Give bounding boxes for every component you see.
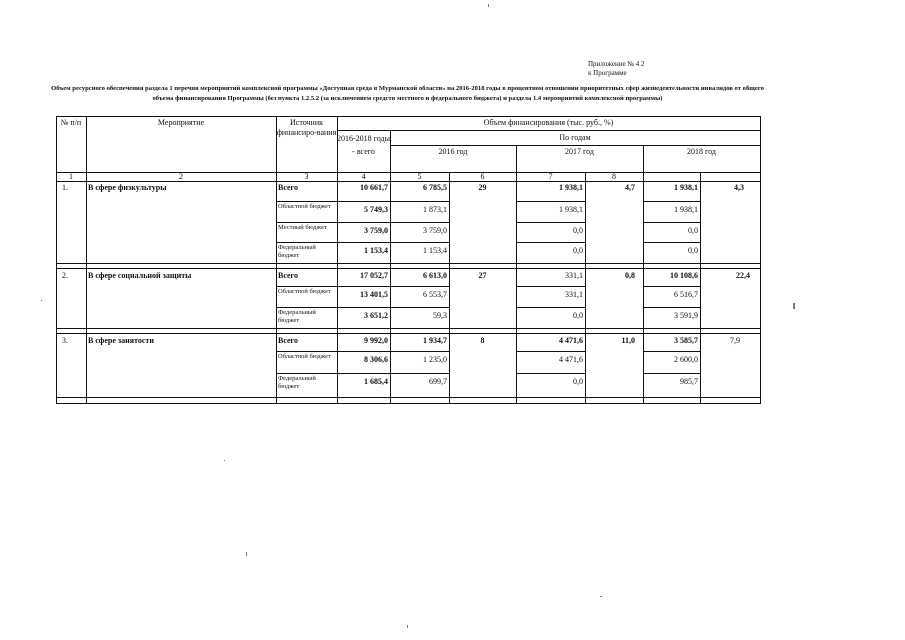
appendix-label: Приложение № 4 2: [588, 60, 645, 68]
row-line: [643, 222, 700, 223]
percent-2016: 8: [480, 336, 485, 345]
source-label: Всего: [278, 271, 298, 280]
source-label: Областной бюджет: [278, 203, 331, 210]
value-2017: 331,1: [565, 290, 583, 299]
col-divider-2: [276, 116, 277, 404]
row-line: [516, 351, 585, 352]
header-source: Источник финансиро-вания: [276, 118, 337, 137]
value-2017: 4 471,6: [559, 336, 583, 345]
scan-speck: [793, 303, 795, 309]
value-2018: 1 938,1: [674, 183, 698, 192]
colnum-7: 7: [548, 172, 553, 181]
header-line-total: [390, 145, 760, 146]
row-line: [276, 286, 390, 287]
section-number: 2.: [62, 271, 68, 280]
total-value: 5 749,3: [364, 205, 388, 214]
header-event: Мероприятие: [157, 118, 205, 127]
row-line: [276, 307, 390, 308]
total-value: 13 401,5: [360, 290, 388, 299]
value-2016: 59,3: [433, 311, 447, 320]
col-divider-9: [700, 172, 701, 404]
value-2017: 0,0: [573, 246, 583, 255]
section-separator: [56, 263, 760, 264]
row-line: [390, 222, 449, 223]
section-separator: [56, 328, 760, 329]
colnum-2: 2: [179, 172, 183, 181]
scan-speck: [488, 4, 489, 7]
row-line: [643, 373, 700, 374]
source-label: Всего: [278, 336, 298, 345]
value-2016: 699,7: [429, 377, 447, 386]
value-2017: 1 938,1: [559, 183, 583, 192]
row-line: [390, 351, 449, 352]
value-2016: 1 873,1: [423, 205, 447, 214]
header-volume: Объем финансирования (тыс. руб., %): [483, 118, 614, 127]
source-label: Областной бюджет: [278, 353, 331, 360]
value-2016: 6 785,5: [423, 183, 447, 192]
value-2018: 6 516,7: [674, 290, 698, 299]
row-line: [643, 351, 700, 352]
value-2018: 10 108,6: [670, 271, 698, 280]
document-title: Объем ресурсного обеспечения раздела 1 перечня мероприятий комплексной программы «Доступная среда в Мурманской области» на 2016-2018 годы в процентном отношении приоритетных сфер жизнедеятельности инвалидов от общего объема финансирования Программы (без пункта 1.2.5.2 (за исключением средств местного и федерального бюджета) и раздела 1.4 мероприятий комплексной программы): [51, 85, 764, 102]
row-line: [276, 351, 390, 352]
total-value: 10 661,7: [360, 183, 388, 192]
header-2018: 2018 год: [687, 147, 716, 156]
colnum-6: 6: [480, 172, 485, 181]
section-number: 1.: [62, 183, 68, 192]
value-2017: 331,1: [565, 271, 583, 280]
value-2016: 3 759,0: [423, 226, 447, 235]
percent-2018: 7,9: [730, 336, 740, 345]
colnum-4: 4: [361, 172, 366, 181]
total-value: 9 992,0: [364, 336, 388, 345]
value-2018: 1 938,1: [674, 205, 698, 214]
row-line: [276, 222, 390, 223]
row-line: [390, 201, 449, 202]
percent-2018: 22,4: [736, 271, 750, 280]
source-label: Федеральный бюджет: [278, 375, 316, 390]
percent-2017: 11,0: [621, 336, 635, 345]
value-2017: 1 938,1: [559, 205, 583, 214]
row-line: [390, 307, 449, 308]
section-separator: [56, 268, 760, 269]
section-separator: [56, 333, 760, 334]
source-label: Областной бюджет: [278, 288, 331, 295]
scan-speck: [600, 596, 602, 597]
header-2016: 2016 год: [438, 147, 468, 156]
row-line: [516, 201, 585, 202]
total-value: 3 759,0: [364, 226, 388, 235]
value-2018: 3 591,9: [674, 311, 698, 320]
row-line: [516, 222, 585, 223]
source-label: Федеральный бюджет: [278, 309, 316, 324]
value-2016: 1 153,4: [423, 246, 447, 255]
col-divider-1: [86, 116, 87, 404]
header-by-years: По годам: [559, 133, 591, 142]
col-divider-5: [449, 172, 450, 404]
header-line-years: [337, 130, 760, 131]
header-num: № п/п: [60, 118, 82, 127]
row-line: [390, 286, 449, 287]
header-total-period: 2016-2018 годы - всего: [337, 134, 390, 156]
percent-2017: 0,8: [625, 271, 635, 280]
section-name: В сфере занятости: [88, 336, 154, 345]
row-line: [390, 373, 449, 374]
scan-speck: [41, 300, 42, 301]
value-2016: 6 553,7: [423, 290, 447, 299]
table-border-right: [760, 116, 761, 404]
row-line: [276, 201, 390, 202]
percent-2016: 29: [478, 183, 487, 192]
row-line: [516, 286, 585, 287]
row-line: [643, 307, 700, 308]
table-border-bottom: [56, 403, 760, 404]
value-2018: 3 585,7: [674, 336, 698, 345]
value-2018: 2 600,0: [674, 355, 698, 364]
row-line: [390, 242, 449, 243]
colnum-5: 5: [417, 172, 422, 181]
row-line: [516, 373, 585, 374]
total-value: 17 052,7: [360, 271, 388, 280]
col-divider-7: [585, 172, 586, 404]
value-2017: 0,0: [573, 377, 583, 386]
colnum-8: 8: [612, 172, 616, 181]
value-2016: 6 613,0: [423, 271, 447, 280]
colnum-1: 1: [69, 172, 73, 181]
total-value: 3 651,2: [364, 311, 388, 320]
percent-2016: 27: [478, 271, 487, 280]
value-2016: 1 934,7: [423, 336, 447, 345]
value-2016: 1 235,0: [423, 355, 447, 364]
row-line: [276, 242, 390, 243]
total-value: 8 306,6: [364, 355, 388, 364]
total-value: 1 153,4: [364, 246, 388, 255]
value-2017: 0,0: [573, 311, 583, 320]
source-label: Местный бюджет: [278, 224, 327, 231]
scan-speck: [224, 460, 225, 461]
row-line: [643, 201, 700, 202]
percent-2017: 4,7: [625, 183, 635, 192]
colnum-3: 3: [304, 172, 309, 181]
value-2017: 4 471,6: [559, 355, 583, 364]
value-2018: 0,0: [688, 226, 698, 235]
section-name: В сфере социальной защиты: [88, 271, 192, 280]
section-number: 3.: [62, 336, 68, 345]
table-border-bottom: [56, 397, 760, 398]
section-name: В сфере физкультуры: [88, 183, 167, 192]
total-value: 1 685,4: [364, 377, 388, 386]
row-line: [516, 307, 585, 308]
value-2018: 985,7: [680, 377, 698, 386]
table-border-left: [56, 116, 57, 404]
source-label: Федеральный бюджет: [278, 244, 316, 259]
header-2017: 2017 год: [565, 147, 594, 156]
scan-speck: [246, 552, 247, 556]
source-label: Всего: [278, 183, 298, 192]
scan-speck: [407, 625, 408, 628]
value-2018: 0,0: [688, 246, 698, 255]
row-line: [643, 286, 700, 287]
row-line: [516, 242, 585, 243]
percent-2018: 4,3: [734, 183, 744, 192]
table-border-top: [56, 116, 760, 117]
row-line: [643, 242, 700, 243]
program-reference: к Программе: [588, 69, 627, 77]
row-line: [276, 373, 390, 374]
value-2017: 0,0: [573, 226, 583, 235]
